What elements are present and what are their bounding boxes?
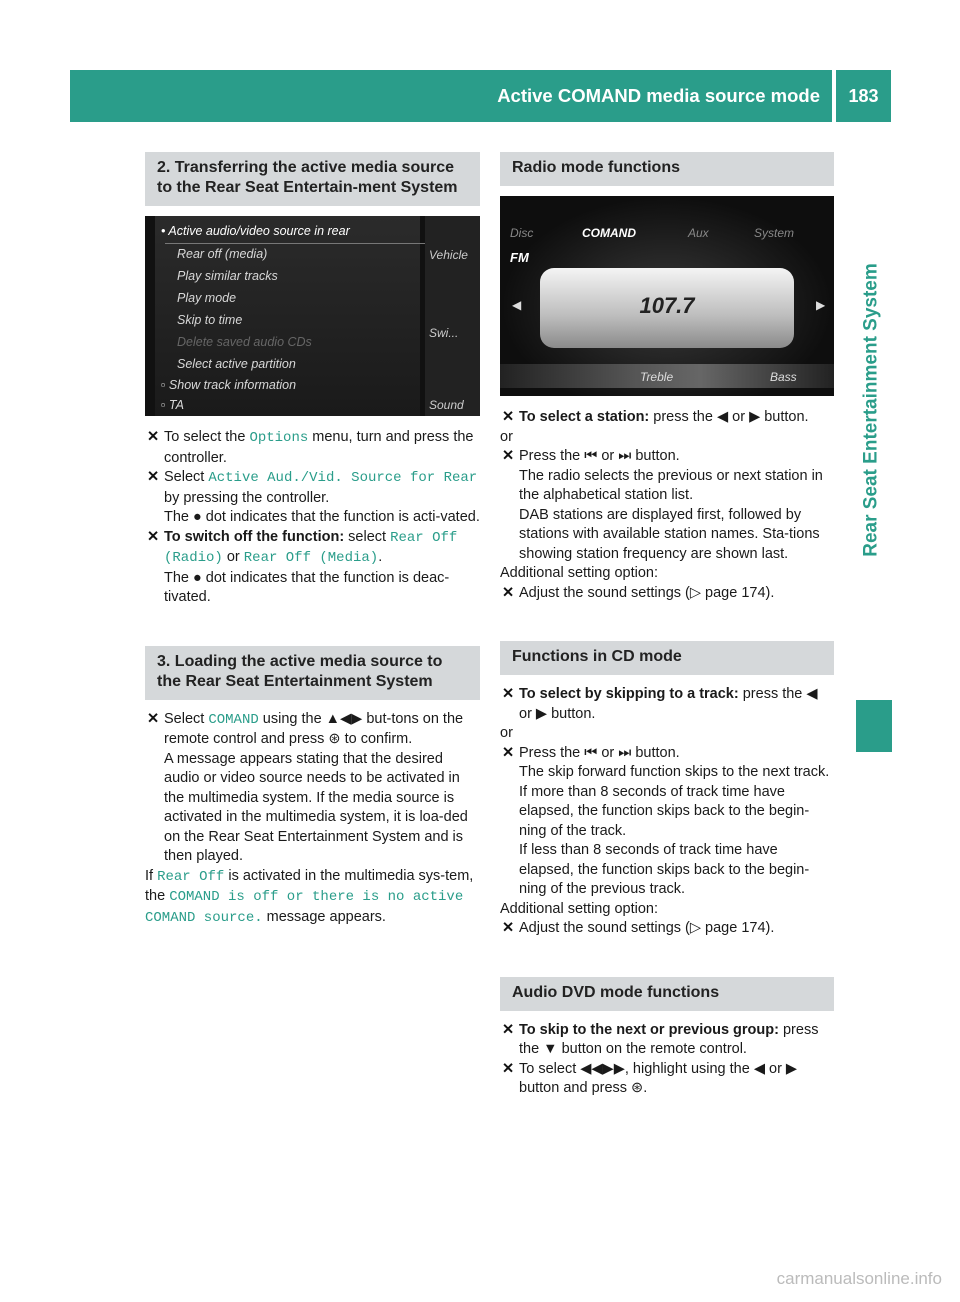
section-heading-radio: Radio mode functions xyxy=(500,152,834,186)
side-tab-label: Rear Seat Entertainment System xyxy=(860,263,882,557)
code-rear-off-media: Rear Off (Media) xyxy=(243,550,379,566)
radio-screenshot xyxy=(500,196,834,396)
instruction-step: ✕ To select a station: press the ◀ or ▶ button. xyxy=(500,408,834,428)
step-arrow-icon: ✕ xyxy=(502,409,515,425)
step-note: If more than 8 seconds of track time have elapsed, the function skips back to the begin-ning of the track. xyxy=(519,783,810,839)
menu-item-similar: Play similar tracks xyxy=(177,269,278,283)
right-arrow-icon: ▶ xyxy=(816,298,826,312)
code-options: Options xyxy=(249,430,309,446)
menu-item-skip-time: Skip to time xyxy=(177,313,243,327)
step-note: The radio selects the previous or next station in the alphabetical station list. xyxy=(519,467,823,503)
instruction-step: ✕ To switch off the function: select Rear Off (Radio) or Rear Off (Media). The ● dot indicates that the function is deac-tivated. xyxy=(145,528,480,608)
side-item-vehicle: Vehicle xyxy=(429,248,468,262)
code-message: COMAND is off or there is no active COMAND source. xyxy=(145,889,464,926)
step-arrow-icon: ✕ xyxy=(502,1060,515,1077)
code-rear-off: Rear Off xyxy=(157,868,225,885)
radio-tab-disc: Disc xyxy=(510,226,534,240)
radio-treble: Treble xyxy=(640,370,674,384)
page-number: 183 xyxy=(848,86,879,106)
instruction-step: ✕ To select the Options menu, turn and press the controller. xyxy=(147,429,474,466)
instruction-step: ✕ To skip to the next or previous group: press the ▼ button on the remote control. xyxy=(502,1021,819,1057)
site-watermark: carmanualsonline.info xyxy=(776,1268,942,1288)
menu-item-track-info: ▫ Show track information xyxy=(161,378,297,392)
menu-side-panel xyxy=(425,216,480,416)
instruction-step: ✕ Adjust the sound settings (▷ page 174). xyxy=(500,919,834,939)
radio-tab-aux: Aux xyxy=(688,226,709,240)
code-rear-off-radio: Rear Off (Radio) xyxy=(164,529,458,566)
section-heading-transfer: 2. Transferring the active media source to the Rear Seat Entertain-ment System xyxy=(145,152,480,206)
code-active-source: Active Aud./Vid. Source for Rear xyxy=(208,470,478,486)
instruction-step: ✕ Press the ⏮ or ⏭ button. The skip forward function skips to the next track. If more than 8 seconds of track time have elapsed, the function skips back to the begin-ning of the track. If less than 8 seconds of track time have elapsed, the function skips back to the begin-ning of the previous track. xyxy=(500,744,834,900)
instruction-step: ✕ To select ◀◀▶▶, highlight using the ◀ or ▶ button and press ⊛. xyxy=(502,1060,798,1096)
left-column xyxy=(145,152,480,928)
step-arrow-icon: ✕ xyxy=(502,584,515,601)
rear-menu-screenshot xyxy=(145,216,480,416)
instruction-step: ✕ Press the ⏮ or ⏭ button. The radio selects the previous or next station in the alphabetical station list. DAB stations are displayed first, followed by stations with available station names. Sta-tions showing station frequency are shown last. xyxy=(500,447,834,564)
step-note: The ● dot indicates that the function is deac-tivated. xyxy=(164,569,450,605)
step-arrow-icon: ✕ xyxy=(502,1021,515,1038)
step-note: The ● dot indicates that the function is acti-vated. xyxy=(164,509,480,525)
menu-item-delete-cds: Delete saved audio CDs xyxy=(177,335,312,349)
step-arrow-icon: ✕ xyxy=(502,920,515,936)
or-text: or xyxy=(500,725,513,741)
menu-list xyxy=(155,216,420,416)
section-heading-cd: Functions in CD mode xyxy=(500,641,834,675)
step-arrow-icon: ✕ xyxy=(147,528,160,545)
menu-item-ta: ▫ TA xyxy=(161,398,184,412)
menu-item-active-source: • Active audio/video source in rear xyxy=(161,224,350,238)
step-arrow-icon: ✕ xyxy=(147,710,160,727)
instruction-step: ✕ Select Active Aud./Vid. Source for Rear by pressing the controller. The ● dot indicates that the function is acti-vated. xyxy=(145,468,480,528)
right-column xyxy=(500,152,834,1099)
section-heading-dvd: Audio DVD mode functions xyxy=(500,977,834,1011)
step-note: The skip forward function skips to the next track. xyxy=(519,764,830,780)
side-item-sound: Sound xyxy=(429,398,464,412)
radio-tab-comand: COMAND xyxy=(582,226,636,240)
step-note: A message appears stating that the desired audio or video source needs to be activated in the multimedia system. If the media source is activated in the multimedia system, it is loa-ded on the Rear Seat Entertainment System and is then played. xyxy=(164,750,468,864)
radio-tab-system: System xyxy=(754,226,795,240)
step-note: DAB stations are displayed first, followed by stations with available station names. Sta-tions showing station frequency are shown last. xyxy=(519,506,820,562)
info-paragraph: If Rear Off is activated in the multimedia sys-tem, the COMAND is off or there is no active COMAND source. message appears. xyxy=(145,867,474,926)
step-arrow-icon: ✕ xyxy=(502,448,515,464)
additional-option-label: Additional setting option: xyxy=(500,565,658,581)
step-note: If less than 8 seconds of track time have elapsed, the function skips back to the begin-ning of the previous track. xyxy=(519,842,810,897)
radio-band: FM xyxy=(510,250,529,265)
step-arrow-icon: ✕ xyxy=(147,469,160,485)
step-arrow-icon: ✕ xyxy=(502,744,515,761)
or-text: or xyxy=(500,428,513,445)
code-comand: COMAND xyxy=(208,711,259,728)
additional-option-label: Additional setting option: xyxy=(500,900,658,917)
step-arrow-icon: ✕ xyxy=(502,686,515,702)
menu-item-play-mode: Play mode xyxy=(177,291,237,305)
side-tab-block xyxy=(856,700,892,752)
side-item-switch: Swi... xyxy=(429,326,459,340)
instruction-step: ✕ Select COMAND using the ▲◀▶ but-tons on the remote control and press ⊛ to confirm. A message appears stating that the desired audio or video source needs to be activated in the multimedia system. If the media source is activated in the multimedia system, it is loa-ded on the Rear Seat Entertainment System and is then played. xyxy=(145,710,480,867)
instruction-step: ✕ Adjust the sound settings (▷ page 174). xyxy=(500,584,834,604)
radio-bass: Bass xyxy=(770,370,797,384)
radio-frequency: 107.7 xyxy=(639,293,695,318)
left-arrow-icon: ◀ xyxy=(512,298,522,312)
menu-item-partition: Select active partition xyxy=(177,357,296,371)
section-heading-loading: 3. Loading the active media source to the Rear Seat Entertainment System xyxy=(145,646,480,700)
menu-item-rear-off: Rear off (media) xyxy=(177,247,268,261)
step-arrow-icon: ✕ xyxy=(147,429,160,445)
instruction-step: ✕ To select by skipping to a track: press the ◀ or ▶ button. xyxy=(502,686,818,722)
chapter-title: Active COMAND media source mode xyxy=(497,85,820,106)
